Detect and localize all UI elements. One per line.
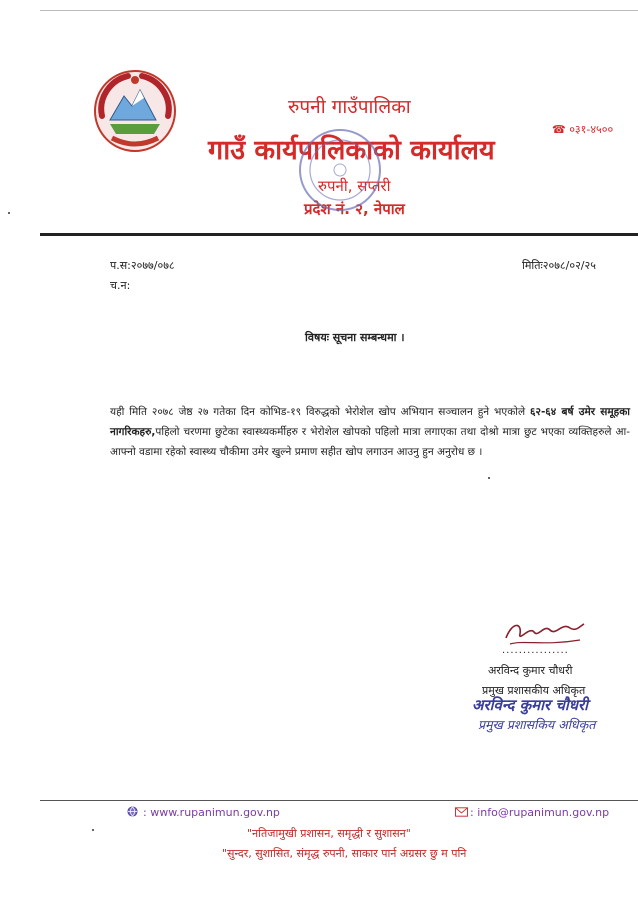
stamp-signatory-name: अरविन्द कुमार चौधरी: [472, 696, 589, 714]
signatory-name: अरविन्द कुमार चौधरी: [488, 664, 573, 677]
notice-body: [110, 402, 630, 462]
email-link[interactable]: : info@rupanimun.gov.np: [470, 806, 610, 819]
top-rule: [40, 10, 638, 11]
stamp-signatory-title: प्रमुख प्रशासकिय अधिकृत: [478, 717, 596, 732]
office-title: गाउँ कार्यपालिकाको कार्यालय: [208, 135, 495, 166]
body-part-1: यही मिति २०७८ जेष्ठ २७ गतेका दिन कोभिड-१९ विरुद्धको भेरोशेल खोप अभियान सञ्चालन हुने भएकोले: [110, 406, 531, 418]
letter-date: मितिः२०७८/०२/२५: [522, 259, 596, 272]
office-address: रुपनी, सप्तरी: [318, 177, 391, 195]
reference-number: प.स:२०७७/०७८: [110, 259, 175, 272]
scan-speck: [92, 829, 94, 831]
website-link[interactable]: : www.rupanimun.gov.np: [143, 806, 280, 819]
footer-divider: [40, 800, 638, 801]
slogan-primary: "नतिजामुखी प्रशासन, समृद्धी र सुशासन": [247, 827, 411, 840]
subject-line: विषयः सूचना सम्बन्धमा ।: [305, 331, 405, 344]
slogan-secondary: "सुन्दर, सुशासित, संमृद्ध रुपनी, साकार पार्न अग्रसर छु म पनि: [222, 847, 467, 860]
office-seal-stamp-icon: [295, 125, 385, 215]
mail-icon: [455, 807, 468, 817]
body-part-2: पहिलो चरणमा छुटेका स्वास्थ्यकर्मीहरु र भेरोशेल खोपको पहिलो मात्रा लगाएका तथा दोश्रो मात्रा छुट भएका व्यक्तिहरुले आ-आफ्नो वडामा रहेको स्वास्थ्य चौकीमा उमेर खुल्ने प्रमाण सहीत खोप लगाउन आउनु हुन अनुरोध छ ।: [110, 426, 630, 458]
header-divider: [40, 233, 638, 236]
nepal-emblem-icon: [92, 68, 178, 154]
scan-speck: [8, 212, 10, 214]
scan-speck: [488, 477, 490, 479]
body-bold-age-group: ६२-६४ बर्ष उमेर समूहका नागरिकहरु,: [110, 406, 631, 438]
phone-number: ☎ ०३१-४५००: [552, 123, 614, 136]
globe-icon: [127, 806, 138, 817]
signature-dots: ................: [502, 645, 569, 656]
municipality-name: रुपनी गाउँपालिका: [288, 96, 411, 118]
province-line: प्रदेश नं. २, नेपाल: [304, 200, 405, 218]
dispatch-number: च.न:: [110, 279, 131, 292]
signatory-title: प्रमुख प्रशासकीय अधिकृत: [482, 684, 586, 697]
